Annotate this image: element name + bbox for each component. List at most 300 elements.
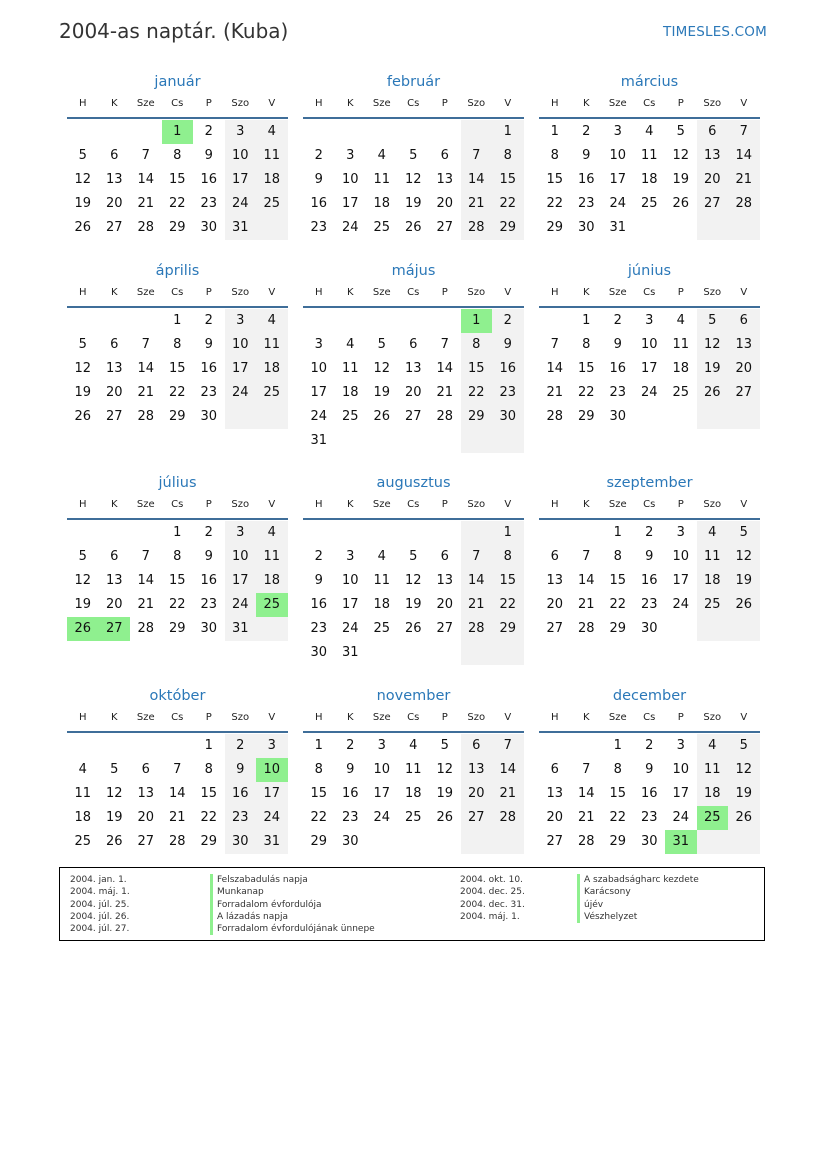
holiday-day-cell: 1: [461, 309, 493, 333]
days-grid: [539, 309, 760, 429]
weekday-label: Szo: [231, 712, 250, 723]
days-grid: [67, 521, 288, 641]
day-cell: 13: [105, 361, 123, 376]
day-cell: 17: [256, 782, 288, 806]
day-cell: 13: [546, 573, 564, 588]
day-cell: 2: [225, 734, 257, 758]
day-cell: 22: [168, 597, 186, 612]
days-grid: [67, 734, 288, 854]
empty-day-cell: [335, 429, 367, 453]
day-cell: 6: [440, 148, 449, 163]
weekday-label: Cs: [171, 499, 184, 510]
day-cell: 17: [225, 168, 257, 192]
day-cell: 1: [173, 525, 182, 540]
day-cell: 30: [200, 621, 218, 636]
day-cell: 11: [256, 333, 288, 357]
day-cell: 21: [137, 385, 155, 400]
legend-dates-left: [70, 874, 130, 935]
empty-day-cell: [398, 641, 430, 665]
day-cell: 4: [256, 521, 288, 545]
day-cell: 27: [105, 409, 123, 424]
day-cell: 6: [110, 549, 119, 564]
day-cell: 15: [577, 361, 595, 376]
day-cell: 6: [461, 734, 493, 758]
header-rule: [539, 731, 760, 733]
day-cell: 14: [137, 573, 155, 588]
day-cell: 19: [728, 782, 760, 806]
weekday-label: V: [740, 499, 748, 510]
day-cell: 1: [492, 521, 524, 545]
empty-day-cell: [461, 120, 493, 144]
day-cell: 25: [640, 196, 658, 211]
day-cell: 2: [204, 124, 213, 139]
day-cell: 13: [137, 786, 155, 801]
day-cell: 7: [728, 120, 760, 144]
day-cell: 18: [697, 569, 729, 593]
day-cell: 20: [546, 810, 564, 825]
month-title: január: [154, 74, 201, 90]
empty-day-cell: [461, 521, 493, 545]
day-cell: 5: [728, 734, 760, 758]
empty-day-cell: [99, 309, 131, 333]
day-cell: 27: [436, 621, 454, 636]
day-cell: 28: [436, 409, 454, 424]
day-cell: 29: [492, 216, 524, 240]
weekday-label: H: [78, 287, 87, 298]
day-cell: 19: [373, 385, 391, 400]
month-title: november: [376, 688, 451, 704]
day-cell: 3: [676, 525, 685, 540]
day-cell: 3: [256, 734, 288, 758]
weekday-label: K: [346, 287, 354, 298]
empty-day-cell: [130, 521, 162, 545]
day-cell: 7: [440, 337, 449, 352]
weekday-header: [67, 97, 288, 117]
day-cell: 26: [404, 621, 422, 636]
day-cell: 25: [404, 810, 422, 825]
day-cell: 2: [346, 738, 355, 753]
day-cell: 4: [409, 738, 418, 753]
month-block: [539, 261, 760, 429]
day-cell: 3: [676, 738, 685, 753]
day-cell: 24: [609, 196, 627, 211]
day-cell: 15: [492, 569, 524, 593]
site-link[interactable]: TIMESLES.COM: [663, 24, 767, 40]
day-cell: 8: [314, 762, 323, 777]
day-cell: 30: [200, 409, 218, 424]
day-cell: 30: [492, 405, 524, 429]
day-cell: 21: [436, 385, 454, 400]
day-cell: 29: [168, 220, 186, 235]
day-cell: 17: [373, 786, 391, 801]
day-cell: 4: [697, 521, 729, 545]
day-cell: 23: [200, 196, 218, 211]
weekday-label: Cs: [643, 499, 656, 510]
day-cell: 23: [341, 810, 359, 825]
day-cell: 14: [546, 361, 564, 376]
day-cell: 23: [492, 381, 524, 405]
month-title: február: [386, 74, 441, 90]
day-cell: 30: [225, 830, 257, 854]
day-cell: 12: [728, 545, 760, 569]
header-rule: [67, 731, 288, 733]
day-cell: 29: [310, 834, 328, 849]
empty-day-cell: [366, 521, 398, 545]
day-cell: 9: [346, 762, 355, 777]
day-cell: 24: [672, 810, 690, 825]
day-cell: 21: [728, 168, 760, 192]
weekday-label: Szo: [703, 499, 722, 510]
day-cell: 4: [256, 309, 288, 333]
days-grid: [303, 309, 524, 453]
day-cell: 5: [377, 337, 386, 352]
day-cell: 27: [546, 621, 564, 636]
weekday-label: P: [441, 287, 448, 298]
weekday-label: V: [268, 98, 276, 109]
weekday-label: K: [582, 499, 590, 510]
day-cell: 21: [461, 192, 493, 216]
weekday-label: Szo: [231, 287, 250, 298]
day-cell: 11: [672, 337, 690, 352]
holiday-day-cell: 25: [697, 806, 729, 830]
day-cell: 20: [105, 196, 123, 211]
empty-day-cell: [335, 120, 367, 144]
day-cell: 5: [409, 148, 418, 163]
day-cell: 19: [74, 196, 92, 211]
weekday-label: H: [314, 712, 323, 723]
day-cell: 15: [609, 786, 627, 801]
month-title: augusztus: [376, 475, 451, 491]
empty-day-cell: [461, 830, 493, 854]
weekday-label: Cs: [643, 98, 656, 109]
day-cell: 25: [373, 220, 391, 235]
empty-day-cell: [162, 734, 194, 758]
day-cell: 11: [74, 786, 92, 801]
empty-day-cell: [99, 521, 131, 545]
weekday-label: Sze: [608, 287, 627, 298]
weekday-label: V: [268, 287, 276, 298]
day-cell: 23: [310, 220, 328, 235]
day-cell: 13: [546, 786, 564, 801]
day-cell: 2: [314, 549, 323, 564]
month-block: [67, 473, 288, 641]
month-title: június: [627, 263, 672, 279]
month-title: április: [155, 263, 200, 279]
empty-day-cell: [728, 830, 760, 854]
empty-day-cell: [67, 120, 99, 144]
weekday-label: K: [582, 712, 590, 723]
day-cell: 27: [546, 834, 564, 849]
day-cell: 1: [492, 120, 524, 144]
empty-day-cell: [697, 830, 729, 854]
day-cell: 19: [404, 196, 422, 211]
weekday-label: Sze: [136, 98, 155, 109]
legend-date: 2004. júl. 25.: [70, 899, 130, 910]
weekday-label: P: [677, 287, 684, 298]
month-block: [67, 686, 288, 854]
day-cell: 16: [200, 172, 218, 187]
day-cell: 2: [613, 313, 622, 328]
weekday-header: [67, 498, 288, 518]
day-cell: 20: [137, 810, 155, 825]
day-cell: 4: [377, 148, 386, 163]
day-cell: 11: [341, 361, 359, 376]
day-cell: 3: [314, 337, 323, 352]
empty-day-cell: [539, 521, 571, 545]
weekday-label: P: [205, 98, 212, 109]
day-cell: 10: [225, 545, 257, 569]
day-cell: 5: [409, 549, 418, 564]
legend-names-left: [210, 874, 375, 935]
weekday-label: Szo: [703, 98, 722, 109]
weekday-label: Cs: [171, 98, 184, 109]
day-cell: 28: [137, 409, 155, 424]
day-cell: 5: [78, 148, 87, 163]
day-cell: 16: [640, 786, 658, 801]
day-cell: 21: [546, 385, 564, 400]
weekday-label: P: [205, 499, 212, 510]
weekday-header: [539, 711, 760, 731]
days-grid: [539, 734, 760, 854]
day-cell: 31: [609, 220, 627, 235]
day-cell: 6: [697, 120, 729, 144]
weekday-label: H: [78, 499, 87, 510]
day-cell: 24: [672, 597, 690, 612]
day-cell: 24: [256, 806, 288, 830]
day-cell: 19: [436, 786, 454, 801]
day-cell: 8: [204, 762, 213, 777]
day-cell: 27: [404, 409, 422, 424]
day-cell: 28: [461, 617, 493, 641]
day-cell: 21: [492, 782, 524, 806]
day-cell: 17: [609, 172, 627, 187]
day-cell: 14: [168, 786, 186, 801]
day-cell: 9: [613, 337, 622, 352]
day-cell: 17: [341, 196, 359, 211]
day-cell: 17: [640, 361, 658, 376]
weekday-label: Szo: [467, 287, 486, 298]
day-cell: 22: [168, 385, 186, 400]
day-cell: 24: [341, 220, 359, 235]
day-cell: 6: [141, 762, 150, 777]
day-cell: 7: [461, 144, 493, 168]
month-title: május: [391, 263, 436, 279]
day-cell: 18: [256, 168, 288, 192]
day-cell: 10: [640, 337, 658, 352]
empty-day-cell: [303, 120, 335, 144]
day-cell: 27: [436, 220, 454, 235]
day-cell: 20: [105, 385, 123, 400]
day-cell: 29: [546, 220, 564, 235]
day-cell: 28: [546, 409, 564, 424]
day-cell: 5: [728, 521, 760, 545]
day-cell: 2: [645, 525, 654, 540]
day-cell: 8: [582, 337, 591, 352]
weekday-label: Sze: [608, 712, 627, 723]
weekday-header: [303, 286, 524, 306]
empty-day-cell: [303, 521, 335, 545]
day-cell: 17: [225, 357, 257, 381]
day-cell: 2: [645, 738, 654, 753]
day-cell: 24: [373, 810, 391, 825]
page-title: 2004-as naptár. (Kuba): [59, 19, 289, 43]
day-cell: 7: [492, 734, 524, 758]
weekday-label: V: [504, 712, 512, 723]
weekday-label: K: [346, 712, 354, 723]
day-cell: 13: [728, 333, 760, 357]
day-cell: 2: [204, 313, 213, 328]
day-cell: 13: [436, 573, 454, 588]
day-cell: 29: [609, 621, 627, 636]
empty-day-cell: [728, 216, 760, 240]
day-cell: 11: [373, 573, 391, 588]
day-cell: 1: [550, 124, 559, 139]
day-cell: 7: [461, 545, 493, 569]
month-block: [67, 261, 288, 429]
legend-holiday-name: újév: [577, 899, 699, 911]
day-cell: 22: [200, 810, 218, 825]
day-cell: 28: [137, 621, 155, 636]
day-cell: 23: [200, 597, 218, 612]
day-cell: 18: [697, 782, 729, 806]
day-cell: 12: [404, 573, 422, 588]
day-cell: 5: [78, 549, 87, 564]
day-cell: 27: [728, 381, 760, 405]
legend-date: 2004. jan. 1.: [70, 875, 127, 885]
day-cell: 14: [728, 144, 760, 168]
day-cell: 9: [645, 762, 654, 777]
empty-day-cell: [130, 309, 162, 333]
header-rule: [67, 306, 288, 308]
day-cell: 20: [436, 196, 454, 211]
day-cell: 3: [225, 309, 257, 333]
day-cell: 8: [173, 148, 182, 163]
day-cell: 31: [225, 216, 257, 240]
day-cell: 30: [640, 834, 658, 849]
holiday-day-cell: 10: [256, 758, 288, 782]
day-cell: 21: [137, 597, 155, 612]
empty-day-cell: [67, 309, 99, 333]
day-cell: 20: [728, 357, 760, 381]
day-cell: 25: [697, 593, 729, 617]
legend-holiday-name: Munkanap: [210, 886, 375, 898]
empty-day-cell: [398, 521, 430, 545]
weekday-label: K: [110, 712, 118, 723]
day-cell: 28: [577, 834, 595, 849]
empty-day-cell: [366, 641, 398, 665]
day-cell: 11: [373, 172, 391, 187]
weekday-label: H: [550, 98, 559, 109]
weekday-label: K: [110, 287, 118, 298]
holiday-day-cell: 31: [665, 830, 697, 854]
day-cell: 29: [609, 834, 627, 849]
empty-day-cell: [539, 309, 571, 333]
legend-holiday-name: Forradalom évfordulója: [210, 899, 375, 911]
day-cell: 19: [672, 172, 690, 187]
weekday-label: P: [677, 712, 684, 723]
legend-holiday-name: Karácsony: [577, 886, 699, 898]
day-cell: 20: [546, 597, 564, 612]
day-cell: 13: [404, 361, 422, 376]
empty-day-cell: [130, 120, 162, 144]
day-cell: 23: [609, 385, 627, 400]
empty-day-cell: [429, 309, 461, 333]
day-cell: 15: [492, 168, 524, 192]
legend-date: 2004. máj. 1.: [70, 887, 130, 898]
month-block: [303, 261, 524, 453]
month-title: december: [612, 688, 687, 704]
empty-day-cell: [429, 521, 461, 545]
empty-day-cell: [429, 120, 461, 144]
day-cell: 5: [78, 337, 87, 352]
empty-day-cell: [634, 405, 666, 429]
month-block: [303, 686, 524, 854]
days-grid: [303, 734, 524, 854]
empty-day-cell: [697, 405, 729, 429]
day-cell: 4: [697, 734, 729, 758]
day-cell: 1: [173, 313, 182, 328]
empty-day-cell: [130, 734, 162, 758]
empty-day-cell: [398, 309, 430, 333]
day-cell: 27: [105, 220, 123, 235]
weekday-label: Cs: [407, 98, 420, 109]
day-cell: 16: [225, 782, 257, 806]
day-cell: 26: [404, 220, 422, 235]
day-cell: 5: [440, 738, 449, 753]
day-cell: 16: [200, 573, 218, 588]
header-rule: [67, 117, 288, 119]
day-cell: 21: [577, 597, 595, 612]
month-title: október: [149, 688, 206, 704]
day-cell: 9: [225, 758, 257, 782]
day-cell: 15: [310, 786, 328, 801]
day-cell: 25: [256, 381, 288, 405]
weekday-label: Sze: [372, 499, 391, 510]
day-cell: 8: [613, 549, 622, 564]
holiday-legend: [59, 867, 765, 941]
empty-day-cell: [335, 309, 367, 333]
day-cell: 3: [613, 124, 622, 139]
day-cell: 19: [74, 385, 92, 400]
day-cell: 26: [436, 810, 454, 825]
day-cell: 18: [74, 810, 92, 825]
day-cell: 9: [645, 549, 654, 564]
day-cell: 9: [314, 573, 323, 588]
day-cell: 20: [697, 168, 729, 192]
day-cell: 24: [225, 593, 257, 617]
empty-day-cell: [366, 830, 398, 854]
day-cell: 10: [373, 762, 391, 777]
day-cell: 14: [461, 569, 493, 593]
day-cell: 4: [676, 313, 685, 328]
day-cell: 30: [609, 409, 627, 424]
day-cell: 15: [168, 172, 186, 187]
day-cell: 6: [409, 337, 418, 352]
legend-dates-right: [460, 874, 525, 923]
day-cell: 24: [341, 621, 359, 636]
day-cell: 13: [105, 172, 123, 187]
weekday-label: Sze: [372, 98, 391, 109]
weekday-label: V: [504, 98, 512, 109]
day-cell: 21: [461, 593, 493, 617]
day-cell: 19: [105, 810, 123, 825]
day-cell: 17: [672, 573, 690, 588]
weekday-header: [539, 97, 760, 117]
day-cell: 2: [314, 148, 323, 163]
day-cell: 23: [640, 810, 658, 825]
day-cell: 25: [373, 621, 391, 636]
day-cell: 27: [697, 192, 729, 216]
